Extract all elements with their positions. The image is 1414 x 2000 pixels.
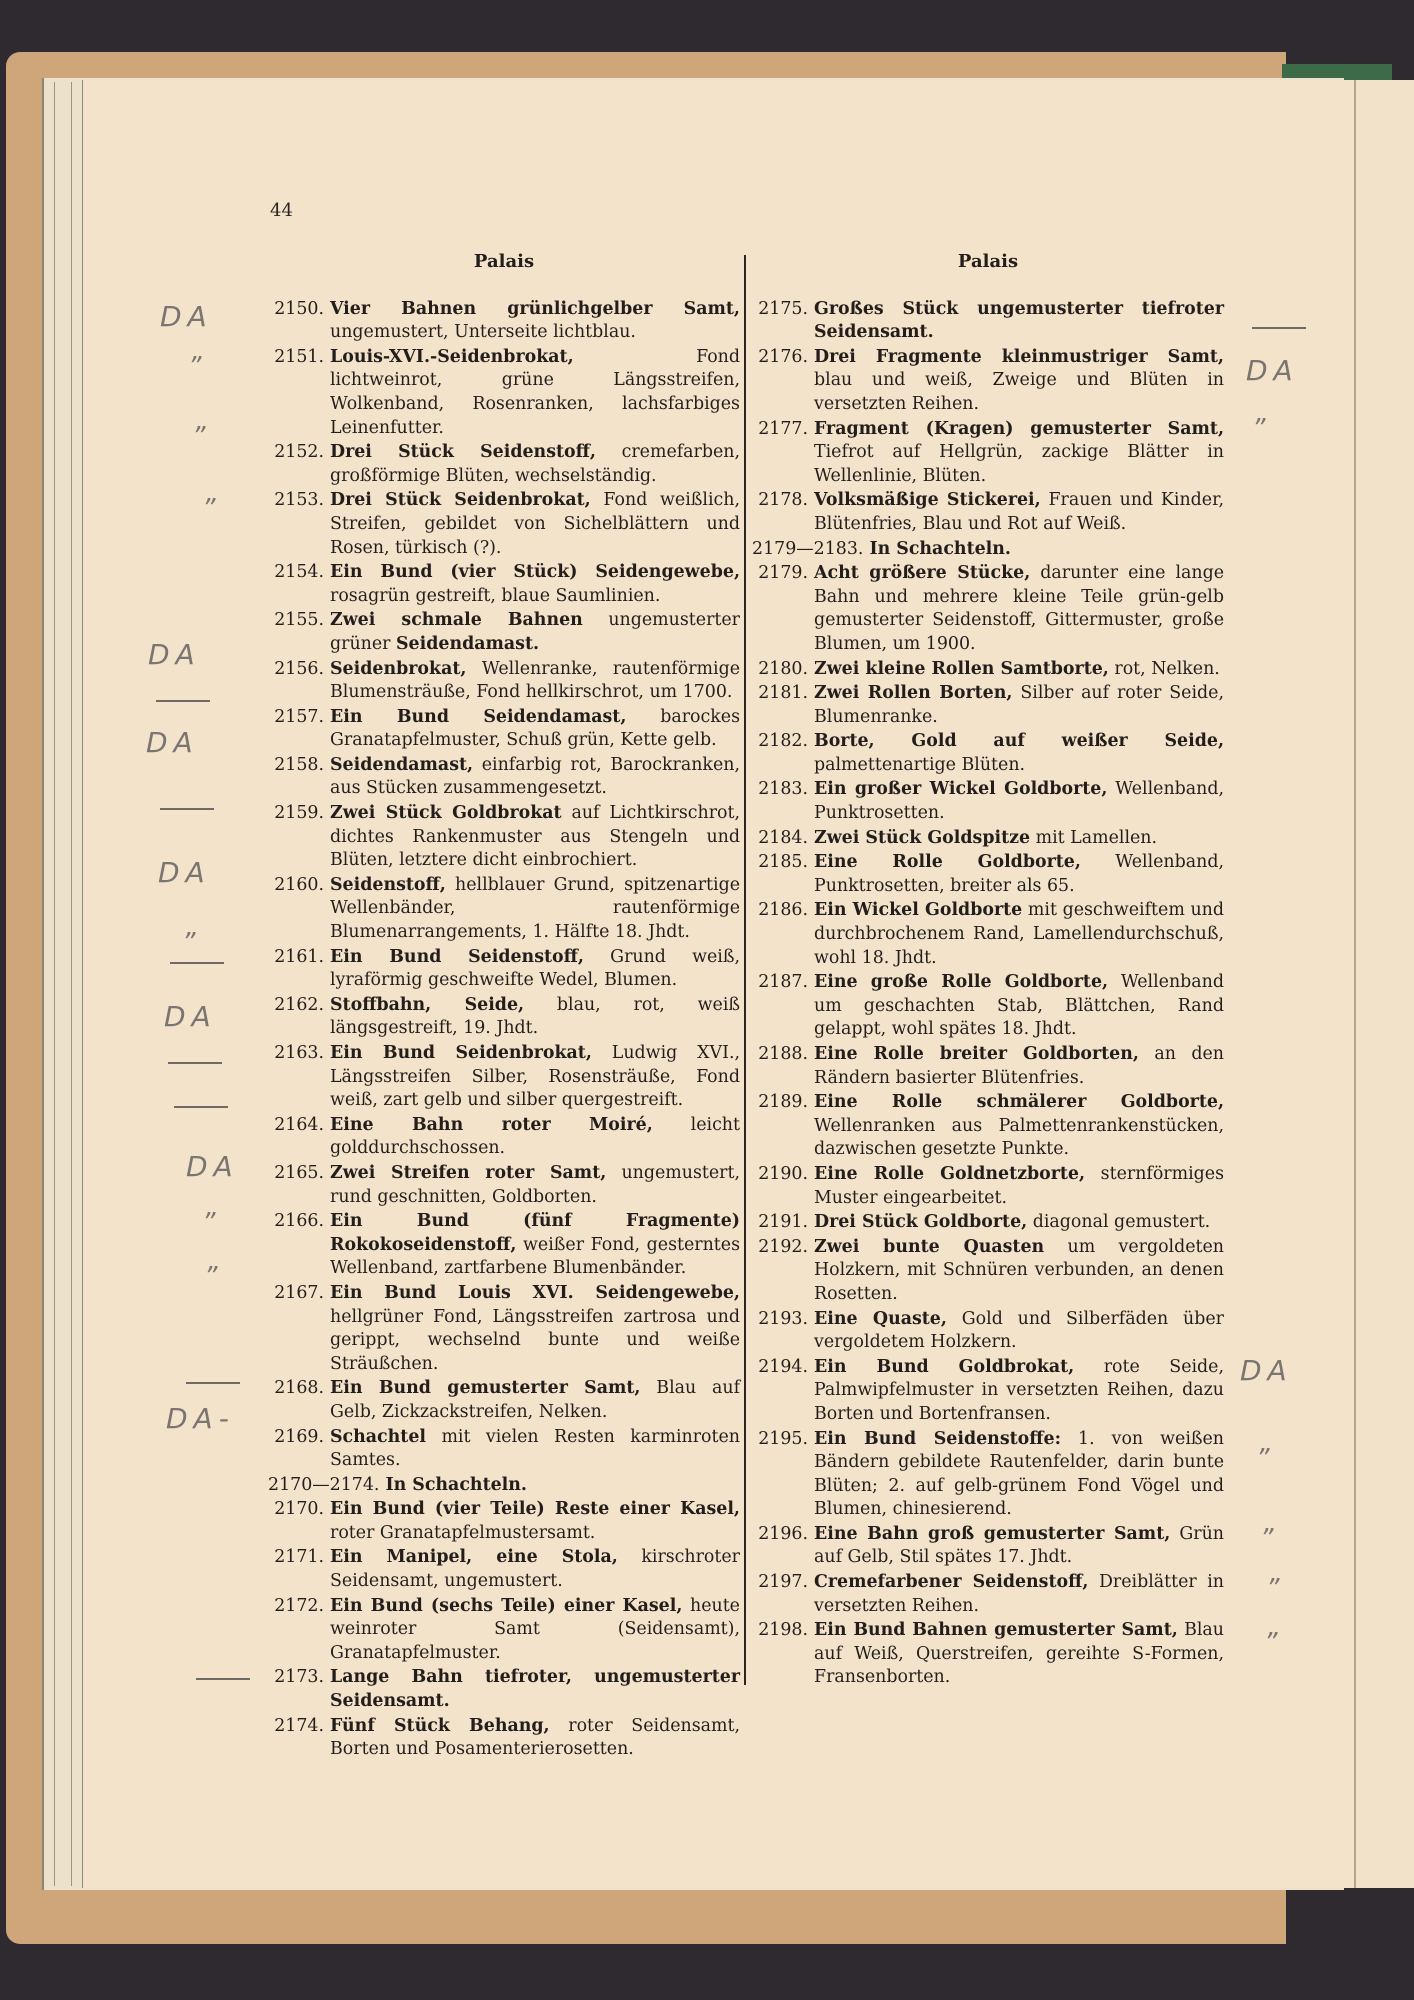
catalogue-entry [268, 1546, 740, 1593]
entry-title: Eine Rolle schmälerer Goldborte, [814, 1092, 1224, 1113]
catalogue-entry [268, 346, 740, 440]
entry-description: Dreiblätter in versetzten Reihen. [814, 1572, 1225, 1616]
pencil-annotation-da: DA [160, 300, 213, 333]
entry-number: 2152. [274, 442, 324, 463]
entry-number: 2156. [274, 658, 324, 679]
entry-description: blau und weiß, Zweige und Blüten in versetzten Reihen. [814, 370, 1224, 414]
catalogue-entry [268, 1042, 740, 1113]
entry-description: weißer Fond, gesterntes Wellenband, zartfarbene Blumenbänder. [330, 1234, 741, 1279]
entry-title: Zwei Streifen roter Samt, [330, 1162, 607, 1183]
entry-body [330, 1498, 740, 1545]
entry-body [330, 1042, 740, 1113]
entry-title: Zwei Stück Goldbrokat [330, 803, 562, 824]
entry-body [814, 1428, 1224, 1522]
entry-body [814, 1043, 1224, 1090]
entry-description: Fond lichtweinrot, grüne Längsstreifen, Wolkenband, Rosenranken, lachsfarbiges Leinenfutter. [330, 346, 740, 438]
column-divider [744, 255, 746, 1685]
entry-body [814, 1356, 1224, 1427]
entry-body [814, 418, 1224, 489]
entry-number: 2190. [758, 1163, 808, 1184]
entry-body [814, 778, 1224, 825]
entry-number: 2158. [274, 754, 324, 775]
catalogue-entry [268, 946, 740, 993]
catalogue-entry [268, 1715, 740, 1762]
entry-title: Ein Bund Seidendamast, [330, 706, 627, 727]
pencil-annotation-ditto: ” [188, 352, 202, 382]
entry-number: 2153. [274, 490, 324, 511]
entry-number: 2192. [758, 1236, 808, 1257]
catalogue-entry [752, 658, 1224, 682]
entry-number: 2177. [758, 418, 808, 439]
catalogue-entry [752, 1523, 1224, 1570]
entry-number: 2169. [274, 1426, 324, 1447]
catalogue-entry [752, 298, 1224, 345]
entry-body [814, 1523, 1224, 1570]
entry-body [330, 706, 740, 753]
entry-title: Zwei kleine Rollen Samtborte, [814, 658, 1109, 679]
section-heading [268, 1474, 740, 1498]
entry-body [330, 754, 740, 801]
column-title: Palais [473, 251, 535, 272]
entry-title: Eine Rolle breiter Goldborten, [814, 1044, 1139, 1064]
entry-body [330, 1595, 740, 1666]
facing-page-edge [1354, 80, 1414, 1888]
entry-description: Gold und Silberfäden über vergoldetem Holzkern. [814, 1308, 1224, 1353]
entry-description: mit Lamellen. [1035, 827, 1158, 848]
catalogue-entry [268, 754, 740, 801]
entry-title: Seidenstoff, [330, 874, 446, 895]
catalogue-entry [752, 1163, 1224, 1210]
entry-body [330, 1666, 740, 1713]
catalogue-entry [752, 346, 1224, 417]
entry-body [814, 1091, 1224, 1162]
entry-body [330, 994, 740, 1041]
entry-number: 2170—2174. [268, 1474, 380, 1495]
catalogue-entry [268, 1426, 740, 1473]
entry-title: Eine Rolle Goldborte, [814, 852, 1081, 873]
entry-number: 2172. [274, 1595, 324, 1616]
catalogue-entry [268, 1210, 740, 1281]
entry-description: mit geschweiftem und durchbrochenem Rand, Lamellendurchschuß, wohl 18. Jhdt. [814, 900, 1224, 968]
entry-body [330, 441, 740, 488]
pencil-annotation-da: DA [146, 726, 199, 759]
entry-body [330, 489, 740, 560]
entry-description: ungemusterter grüner [330, 610, 740, 654]
entry-title: Ein Bund Seidenbrokat, [330, 1043, 592, 1063]
entry-description: sternförmiges Muster eingearbeitet. [814, 1163, 1225, 1208]
pencil-annotation-ditto: ” [1264, 1628, 1278, 1658]
entry-title: Eine große Rolle Goldborte, [814, 972, 1109, 993]
catalogue-entry [752, 1211, 1224, 1235]
entry-title: Eine Bahn roter Moiré, [330, 1114, 653, 1135]
entry-title: Ein Bund (fünf Fragmente) Rokokoseidenstoff, [330, 1211, 740, 1255]
entry-description: diagonal gemustert. [1032, 1212, 1211, 1233]
entry-title: Drei Stück Seidenbrokat, [330, 490, 591, 511]
entry-title: Ein Bund Bahnen gemusterter Samt, [814, 1620, 1178, 1641]
entry-number: 2188. [758, 1044, 808, 1064]
left-column [268, 250, 740, 1763]
entry-title: Drei Stück Seidenstoff, [330, 442, 596, 463]
entry-body [814, 1308, 1224, 1355]
entry-body [814, 827, 1224, 851]
entry-title: Volksmäßige Stickerei, [814, 490, 1041, 511]
entry-title: Drei Stück Goldborte, [814, 1212, 1028, 1233]
entry-body [330, 1715, 740, 1762]
pencil-line [1252, 327, 1306, 329]
entry-body [814, 730, 1224, 777]
entry-description: rosagrün gestreift, blaue Saumlinien. [330, 585, 661, 606]
pencil-line [196, 1678, 250, 1680]
pencil-line [168, 1062, 222, 1064]
catalogue-entry [752, 730, 1224, 777]
entry-body [330, 1546, 740, 1593]
entry-title: Zwei bunte Quasten [814, 1236, 1045, 1257]
pencil-annotation-ditto: ” [182, 928, 196, 958]
entry-description: Frauen und Kinder, Blütenfries, Blau und Rot auf Weiß. [814, 490, 1225, 534]
entry-body [814, 851, 1224, 898]
entry-title: Ein Bund Seidenstoffe: [814, 1428, 1062, 1449]
entry-description: Wellenband, Punktrosetten, breiter als 65. [814, 852, 1224, 896]
catalogue-entry [268, 298, 740, 345]
entry-description: Wellenband, Punktrosetten. [814, 779, 1225, 824]
entry-description: roter Granatapfelmustersamt. [330, 1522, 596, 1543]
pencil-line [186, 1382, 240, 1384]
entry-number: 2178. [758, 490, 808, 511]
pencil-annotation-da: DA [186, 1150, 239, 1183]
entry-description: Silber auf roter Seide, Blumenranke. [814, 683, 1224, 727]
entry-title: Ein Bund gemusterter Samt, [330, 1378, 641, 1399]
entry-description: ungemustert, rund geschnitten, Goldborten. [330, 1162, 741, 1207]
entry-body [330, 946, 740, 993]
entry-number: 2186. [758, 900, 808, 921]
catalogue-entry [752, 1308, 1224, 1355]
catalogue-entry [752, 1428, 1224, 1522]
entry-title: In Schachteln. [385, 1474, 527, 1495]
right-column [752, 250, 1224, 1691]
entry-description: einfarbig rot, Barockranken, aus Stücken zusammengesetzt. [330, 754, 740, 799]
entry-number: 2166. [274, 1211, 324, 1232]
entry-number: 2184. [758, 827, 808, 848]
catalogue-entry [752, 1236, 1224, 1307]
entry-number: 2174. [274, 1715, 324, 1736]
catalogue-entry [752, 489, 1224, 536]
entry-title: Eine Rolle Goldnetzborte, [814, 1163, 1086, 1184]
entry-body [814, 489, 1224, 536]
catalogue-entry [752, 899, 1224, 970]
catalogue-entry [752, 971, 1224, 1042]
entry-number: 2155. [274, 610, 324, 631]
catalogue-entry [268, 1377, 740, 1424]
entry-number: 2179. [758, 563, 808, 584]
entry-number: 2168. [274, 1378, 324, 1399]
catalogue-entry [268, 802, 740, 873]
pencil-line [174, 1106, 228, 1108]
pencil-line [160, 808, 214, 810]
entry-description: rote Seide, Palmwipfelmuster in versetzten Reihen, dazu Borten und Bortenfransen. [814, 1356, 1225, 1424]
entry-number: 2160. [274, 874, 324, 895]
catalogue-entry [268, 994, 740, 1041]
entry-title: Acht größere Stücke, [814, 563, 1031, 584]
pencil-annotation-ditto: ” [1252, 414, 1266, 444]
entry-title: Louis-XVI.-Seidenbrokat, [330, 346, 574, 367]
catalogue-entry [268, 1114, 740, 1161]
page-number: 44 [270, 200, 293, 221]
catalogue-entry [268, 1595, 740, 1666]
entry-body [385, 1474, 740, 1498]
pencil-line [156, 700, 210, 702]
entry-title: Großes Stück ungemusterter tiefroter Seidensamt. [814, 298, 1224, 343]
entry-title: In Schachteln. [869, 538, 1011, 559]
catalogue-entry [752, 682, 1224, 729]
entry-number: 2162. [274, 994, 324, 1015]
entry-number: 2181. [758, 683, 808, 704]
pencil-annotation-ditto: ” [202, 494, 216, 524]
catalogue-entry [268, 441, 740, 488]
entry-number: 2183. [758, 779, 808, 800]
entry-body [330, 1114, 740, 1161]
catalogue-entry [752, 827, 1224, 851]
entry-number: 2179—2183. [752, 538, 864, 559]
entry-description: heute weinroter Samt (Seidensamt), Granatapfelmuster. [330, 1595, 740, 1663]
entry-body [330, 1426, 740, 1473]
entry-number: 2154. [274, 562, 324, 583]
catalogue-entry [752, 418, 1224, 489]
catalogue-entry [752, 1091, 1224, 1162]
entry-title: Zwei schmale Bahnen [330, 610, 583, 631]
entry-body [330, 874, 740, 945]
entry-title: Ein Manipel, eine Stola, [330, 1547, 618, 1568]
pencil-annotation-ditto: ” [202, 1208, 216, 1238]
entry-description: ungemustert, Unterseite lichtblau. [330, 322, 636, 343]
entry-title: Schachtel [330, 1426, 426, 1447]
entry-title-continued: Seidendamast. [395, 633, 540, 654]
catalogue-entry [752, 1043, 1224, 1090]
entry-list [268, 298, 740, 1762]
entry-number: 2157. [274, 706, 324, 727]
catalogue-entry [268, 609, 740, 656]
entry-number: 2161. [274, 946, 324, 967]
entry-title: Ein Bund (vier Teile) Reste einer Kasel, [330, 1499, 740, 1520]
entry-number: 2170. [274, 1499, 324, 1520]
entry-body [330, 1377, 740, 1424]
entry-title: Ein großer Wickel Goldborte, [814, 779, 1108, 800]
entry-number: 2159. [274, 803, 324, 824]
entry-body [330, 802, 740, 873]
entry-title: Drei Fragmente kleinmustriger Samt, [814, 346, 1224, 367]
catalogue-entry [268, 1282, 740, 1376]
entry-body [814, 1619, 1224, 1690]
entry-title: Ein Wickel Goldborte [814, 900, 1023, 921]
entry-description: hellblauer Grund, spitzenartige Wellenbänder, rautenförmige Blumenarrangements, 1. Hälfte 18. Jhdt. [330, 874, 740, 943]
entry-description: blau, rot, weiß längsgestreift, 19. Jhdt. [330, 994, 740, 1039]
entry-list [752, 298, 1224, 1690]
entry-body [814, 346, 1224, 417]
entry-description: auf Lichtkirschrot, dichtes Rankenmuster aus Stengeln und Blüten, letztere dicht einbrochiert. [330, 803, 740, 871]
entry-number: 2193. [758, 1308, 808, 1329]
entry-description: Wellenranke, rautenförmige Blumensträuße, Fond hellkirschrot, um 1700. [330, 658, 740, 703]
entry-title: Fünf Stück Behang, [330, 1715, 550, 1736]
entry-title: Ein Bund (sechs Teile) einer Kasel, [330, 1595, 683, 1616]
entry-description: rot, Nelken. [1114, 658, 1220, 679]
entry-description: darunter eine lange Bahn und mehrere kleine Teile grün-gelb gemusterter Seidenstoff, Gittermuster, große Blumen, um 1900. [814, 563, 1224, 654]
entry-description: mit vielen Resten karminroten Samtes. [330, 1426, 741, 1471]
pencil-annotation-ditto: ” [1266, 1574, 1280, 1604]
entry-title: Cremefarbener Seidenstoff, [814, 1572, 1089, 1593]
entry-title: Ein Bund Louis XVI. Seidengewebe, [330, 1282, 740, 1303]
entry-body [330, 298, 740, 345]
catalogue-entry [752, 1619, 1224, 1690]
entry-body [330, 561, 740, 608]
catalogue-entry [752, 1571, 1224, 1618]
entry-title: Seidenbrokat, [330, 658, 467, 679]
entry-description: Fond weißlich, Streifen, gebildet von Sichelblättern und Rosen, türkisch (?). [330, 490, 740, 558]
entry-title: Ein Bund Goldbrokat, [814, 1356, 1075, 1377]
entry-description: cremefarben, großförmige Blüten, wechselständig. [330, 442, 741, 486]
entry-title: Zwei Stück Goldspitze [814, 827, 1031, 848]
entry-number: 2150. [274, 298, 324, 319]
entry-body [814, 682, 1224, 729]
entry-number: 2151. [274, 346, 324, 367]
entry-body [330, 1282, 740, 1376]
pencil-annotation-da: DA [164, 1000, 217, 1033]
entry-number: 2163. [274, 1043, 324, 1063]
entry-body [330, 609, 740, 656]
entry-number: 2182. [758, 731, 808, 752]
entry-description: 1. von weißen Bändern gebildete Rautenfelder, darin bunte Blüten; 2. auf gelb-grünem Fond Vögel und Blumen, chinesierend. [814, 1428, 1224, 1520]
entry-body [330, 1210, 740, 1281]
entry-number: 2173. [274, 1667, 324, 1688]
entry-body [814, 1571, 1224, 1618]
entry-title: Zwei Rollen Borten, [814, 683, 1013, 704]
entry-number: 2197. [758, 1572, 808, 1593]
entry-description: palmettenartige Blüten. [814, 754, 1026, 775]
entry-title: Fragment (Kragen) gemusterter Samt, [814, 418, 1224, 439]
entry-number: 2175. [758, 298, 808, 319]
entry-number: 2191. [758, 1212, 808, 1233]
pencil-annotation-da: DA [148, 638, 201, 671]
entry-description: Wellenranken aus Palmettenrankenstücken, dazwischen gesetzte Punkte. [814, 1115, 1224, 1160]
pencil-annotation-da: DA [158, 856, 211, 889]
entry-number: 2176. [758, 346, 808, 367]
entry-number: 2180. [758, 658, 808, 679]
entry-description: leicht golddurchschossen. [330, 1114, 741, 1159]
entry-description: Grund weiß, lyraförmig geschweifte Wedel, Blumen. [330, 946, 740, 991]
entry-body [330, 658, 740, 705]
entry-number: 2195. [758, 1428, 808, 1449]
entry-title: Ein Bund (vier Stück) Seidengewebe, [330, 562, 740, 583]
entry-number: 2189. [758, 1092, 808, 1113]
catalogue-entry [268, 1498, 740, 1545]
pencil-annotation-ditto: ” [204, 1262, 218, 1292]
entry-body [330, 346, 740, 440]
catalogue-entry [752, 562, 1224, 656]
entry-description: an den Rändern basierter Blütenfries. [814, 1044, 1224, 1088]
catalogue-entry [752, 1356, 1224, 1427]
entry-number: 2165. [274, 1162, 324, 1183]
entry-title: Seidendamast, [330, 754, 474, 775]
entry-body [814, 1236, 1224, 1307]
entry-description: Wellenband um geschachten Stab, Blättchen, Rand gelappt, wohl spätes 18. Jhdt. [814, 972, 1225, 1040]
entry-number: 2167. [274, 1282, 324, 1303]
pencil-line [170, 962, 224, 964]
entry-title: Ein Bund Seidenstoff, [330, 946, 584, 967]
pencil-annotation-ditto: ” [1260, 1524, 1274, 1554]
entry-title: Borte, Gold auf weißer Seide, [814, 731, 1224, 752]
entry-body [869, 538, 1224, 562]
entry-body [814, 298, 1224, 345]
entry-title: Stoffbahn, Seide, [330, 994, 525, 1015]
entry-description: barockes Granatapfelmuster, Schuß grün, Kette gelb. [330, 706, 740, 751]
entry-description: Ludwig XVI., Längsstreifen Silber, Rosensträuße, Fond weiß, zart gelb und silber quergestreift. [330, 1043, 741, 1111]
entry-title: Eine Quaste, [814, 1308, 947, 1329]
entry-description: hellgrüner Fond, Längsstreifen zartrosa und gerippt, wechselnd bunte und weiße Sträußchen. [330, 1306, 740, 1374]
entry-description: Grün auf Gelb, Stil spätes 17. Jhdt. [814, 1523, 1225, 1568]
catalogue-entry [268, 489, 740, 560]
catalogue-entry [268, 1162, 740, 1209]
entry-number: 2196. [758, 1523, 808, 1544]
pencil-annotation-da: DA- [166, 1402, 235, 1435]
entry-number: 2198. [758, 1620, 808, 1641]
entry-title: Vier Bahnen grünlichgelber Samt, [330, 298, 740, 319]
entry-number: 2185. [758, 852, 808, 873]
entry-body [814, 971, 1224, 1042]
entry-description: roter Seidensamt, Borten und Posamenterierosetten. [330, 1715, 740, 1760]
entry-title: Eine Bahn groß gemusterter Samt, [814, 1523, 1171, 1544]
catalogue-entry [268, 706, 740, 753]
entry-description: um vergoldeten Holzkern, mit Schnüren verbunden, an denen Rosetten. [814, 1236, 1225, 1304]
entry-title: Lange Bahn tiefroter, ungemusterter Seidensamt. [330, 1667, 740, 1712]
catalogue-entry [752, 778, 1224, 825]
entry-number: 2171. [274, 1547, 324, 1568]
entry-number: 2164. [274, 1114, 324, 1135]
entry-number: 2187. [758, 972, 808, 993]
catalogue-entry [268, 561, 740, 608]
catalogue-entry [268, 874, 740, 945]
entry-body [814, 658, 1224, 682]
entry-description: kirschroter Seidensamt, ungemustert. [330, 1547, 740, 1592]
entry-body [814, 562, 1224, 656]
entry-body [330, 1162, 740, 1209]
entry-number: 2194. [758, 1356, 808, 1377]
pencil-annotation-ditto: ” [1256, 1444, 1270, 1474]
entry-description: Blau auf Gelb, Zickzackstreifen, Nelken. [330, 1378, 740, 1422]
entry-body [814, 899, 1224, 970]
pencil-annotation-da: DA [1240, 1354, 1293, 1387]
entry-body [814, 1211, 1224, 1235]
pencil-annotation-ditto: ” [192, 422, 206, 452]
section-heading [752, 538, 1224, 562]
entry-description: Blau auf Weiß, Querstreifen, gereihte S-Formen, Fransenborten. [814, 1620, 1224, 1688]
catalogue-entry [752, 851, 1224, 898]
catalogue-entry [268, 658, 740, 705]
column-title: Palais [957, 251, 1019, 272]
catalogue-entry [268, 1666, 740, 1713]
entry-description: Tiefrot auf Hellgrün, zackige Blätter in Wellenlinie, Blüten. [814, 442, 1224, 486]
pencil-annotation-da: DA [1246, 354, 1299, 387]
entry-body [814, 1163, 1224, 1210]
